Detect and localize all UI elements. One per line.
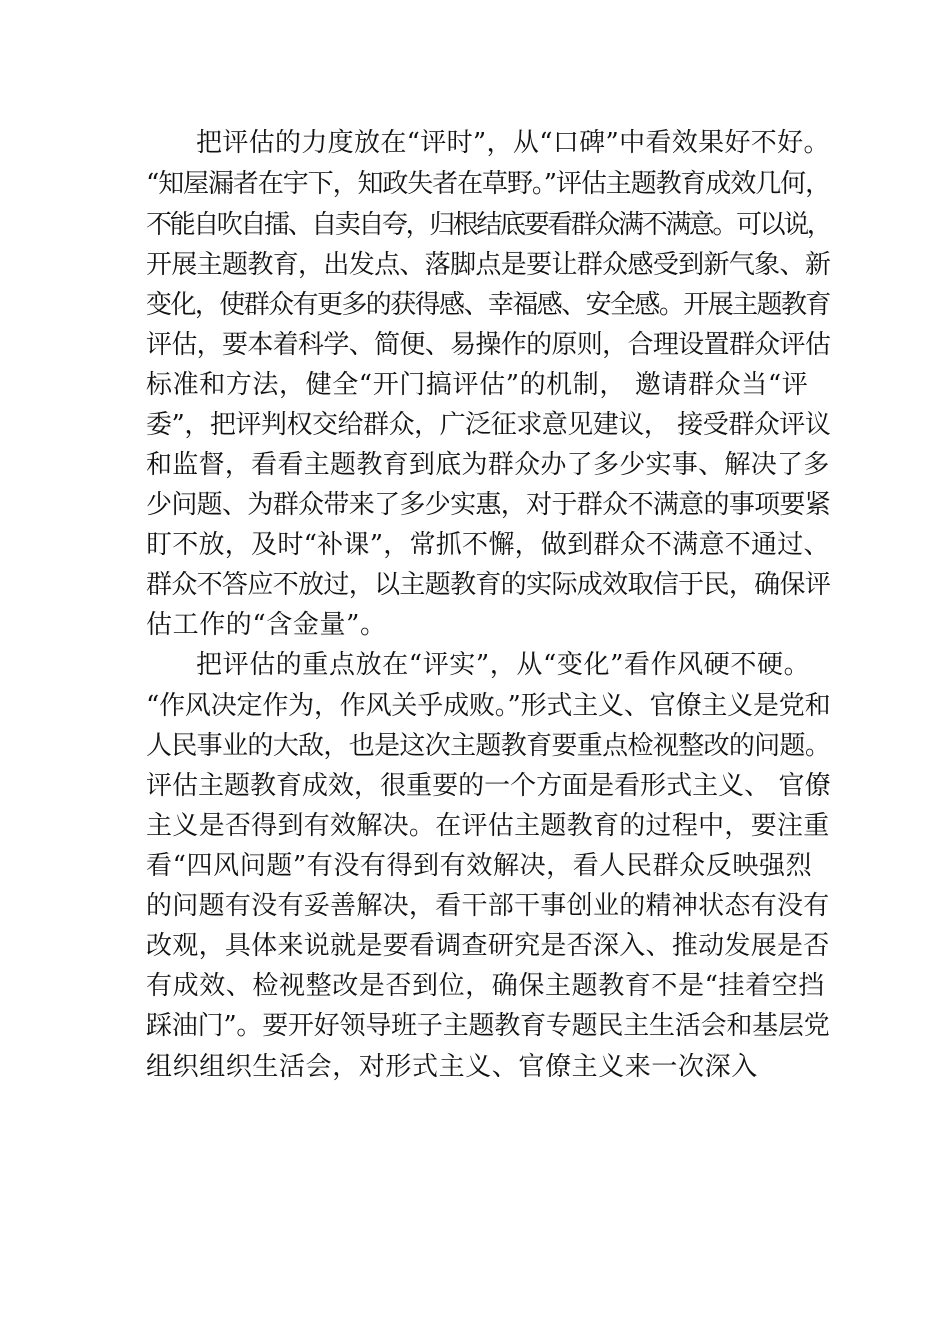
text-line: 群众不答应不放过，以主题教育的实际成效取信于民，确保评: [146, 570, 831, 600]
text-line: 开展主题教育，出发点、落脚点是要让群众感受到新气象、新: [146, 250, 831, 280]
text-line: 标准和方法，健全“开门搞评估”的机制， 邀请群众当“评: [146, 370, 809, 400]
text-line: 委”，把评判权交给群众，广泛征求意见建议， 接受群众评议: [146, 410, 831, 440]
text-line: 有成效、检视整改是否到位，确保主题教育不是“挂着空挡: [146, 971, 825, 1001]
text-line: 评估，要本着科学、简便、易操作的原则，合理设置群众评估: [146, 330, 831, 360]
text-line: “作风决定作为，作风关乎成败。”形式主义、官僚主义是党和: [146, 691, 831, 721]
text-line: “知屋漏者在宇下，知政失者在草野。”评估主题教育成效几何，: [146, 169, 830, 199]
text-line: 盯不放，及时“补课”，常抓不懈，做到群众不满意不通过、: [146, 530, 830, 560]
text-line: 人民事业的大敌，也是这次主题教育要重点检视整改的问题。: [146, 731, 831, 761]
text-line: 踩油门”。要开好领导班子主题教育专题民主生活会和基层党: [146, 1011, 830, 1041]
text-line: 估工作的“含金量”。: [146, 610, 387, 640]
text-line: 改观，具体来说就是要看调查研究是否深入、推动发展是否: [146, 931, 830, 961]
text-line: 组织组织生活会，对形式主义、官僚主义来一次深入: [146, 1052, 758, 1082]
text-line: 看“四风问题”有没有得到有效解决，看人民群众反映强烈: [146, 851, 813, 881]
text-line: 的问题有没有妥善解决，看干部干事创业的精神状态有没有: [146, 891, 830, 921]
text-line: 主义是否得到有效解决。在评估主题教育的过程中，要注重: [146, 811, 830, 841]
text-line: 变化，使群众有更多的获得感、幸福感、安全感。开展主题教育: [146, 290, 830, 320]
text-line: 少问题、为群众带来了多少实惠，对于群众不满意的事项要紧: [146, 490, 831, 520]
text-line: 和监督，看看主题教育到底为群众办了多少实事、解决了多: [146, 450, 830, 480]
text-line: 评估主题教育成效，很重要的一个方面是看形式主义、 官僚: [146, 771, 831, 801]
text-line: 不能自吹自擂、自卖自夸，归根结底要看群众满不满意。可以说，: [146, 210, 831, 240]
paragraph-1-heading-line: 把评估的力度放在“评时”，从“口碑”中看效果好不好。: [196, 128, 830, 158]
paragraph-2-heading-line: 把评估的重点放在“评实”，从“变化”看作风硬不硬。: [196, 650, 811, 680]
